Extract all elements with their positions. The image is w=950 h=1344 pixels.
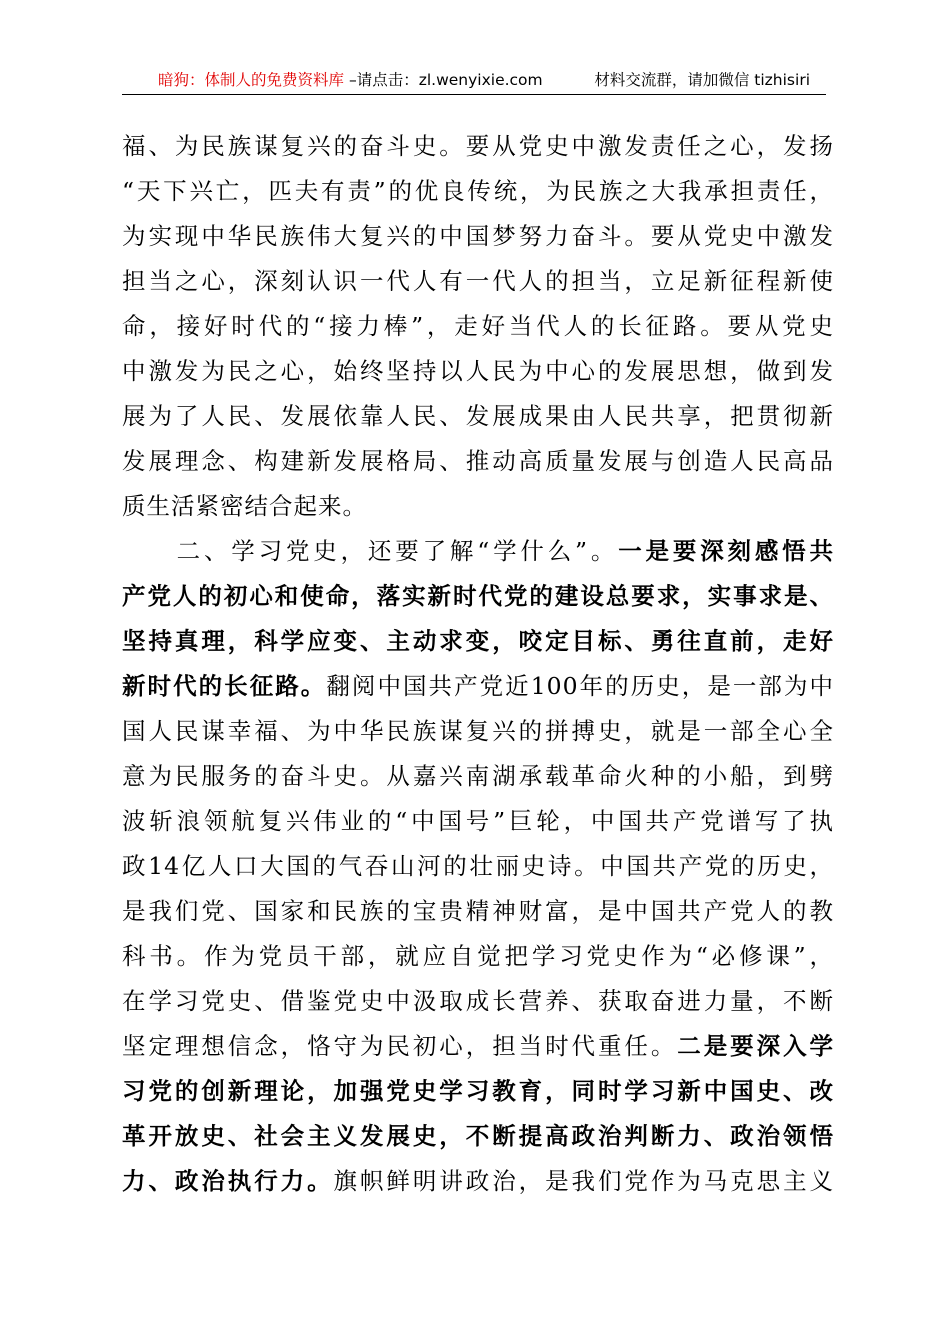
text-line — [122, 304, 834, 349]
text-line — [122, 574, 834, 619]
text-line — [122, 439, 834, 484]
text-line — [122, 889, 834, 934]
text-segment: 意为民服务的奋斗史。从嘉兴南湖承载革命火种的小船，到劈 — [122, 762, 834, 790]
text-segment: 波斩浪领航复兴伟业的“中国号”巨轮，中国共产党谱写了执 — [122, 807, 834, 835]
text-segment: 质生活紧密结合起来。 — [122, 492, 367, 520]
text-line — [122, 1159, 834, 1204]
text-line — [122, 259, 834, 304]
header-red-text: 暗狗：体制人的免费资料库 — [158, 71, 345, 89]
text-line — [122, 619, 834, 664]
bold-text-segment: 新时代的长征路。 — [122, 672, 327, 700]
text-segment: 是我们党、国家和民族的宝贵精神财富，是中国共产党人的教 — [122, 897, 834, 925]
header-wechat-note: 材料交流群，请加微信 tizhisiri — [594, 71, 810, 89]
text-line — [122, 394, 834, 439]
text-segment: 科书。作为党员干部，就应自觉把学习党史作为“必修课”， — [122, 942, 834, 970]
text-line — [122, 799, 834, 844]
text-line — [122, 979, 834, 1024]
text-line — [122, 754, 834, 799]
text-segment: 国人民谋幸福、为中华民族谋复兴的拼搏史，就是一部全心全 — [122, 717, 834, 745]
text-line — [122, 1069, 834, 1114]
text-segment: “天下兴亡，匹夫有责”的优良传统，为民族之大我承担责任， — [122, 177, 834, 205]
text-segment: 福、为民族谋复兴的奋斗史。要从党史中激发责任之心，发扬 — [122, 132, 834, 160]
text-line — [122, 664, 834, 709]
text-segment: 二、学习党史，还要了解“学什么”。 — [122, 537, 619, 565]
bold-text-segment: 二是要深入学 — [677, 1032, 835, 1060]
text-line — [122, 169, 834, 214]
text-line — [122, 1114, 834, 1159]
text-segment: 担当之心，深刻认识一代人有一代人的担当，立足新征程新使 — [122, 267, 834, 295]
bold-text-segment: 习党的创新理论，加强党史学习教育，同时学习新中国史、改 — [122, 1077, 834, 1105]
text-segment: 命，接好时代的“接力棒”，走好当代人的长征路。要从党史 — [122, 312, 834, 340]
text-segment: 为实现中华民族伟大复兴的中国梦努力奋斗。要从党史中激发 — [122, 222, 834, 250]
text-line — [122, 349, 834, 394]
text-line — [122, 214, 834, 259]
document-body — [122, 124, 834, 1204]
page-header — [122, 66, 826, 95]
text-line — [122, 529, 834, 574]
bold-text-segment: 坚持真理，科学应变、主动求变，咬定目标、勇往直前，走好 — [122, 627, 834, 655]
header-link[interactable]: zl.wenyixie.com — [418, 71, 543, 89]
bold-text-segment: 一是要深刻感悟共 — [618, 537, 834, 565]
header-link-prefix: –请点击： — [344, 71, 419, 89]
header-banner — [158, 66, 543, 94]
text-segment: 坚定理想信念，恪守为民初心，担当时代重任。 — [122, 1032, 678, 1060]
text-line — [122, 934, 834, 979]
text-segment: 政14亿人口大国的气吞山河的壮丽史诗。中国共产党的历史， — [122, 852, 834, 880]
text-segment: 在学习党史、借鉴党史中汲取成长营养、获取奋进力量，不断 — [122, 987, 834, 1015]
text-segment: 展为了人民、发展依靠人民、发展成果由人民共享，把贯彻新 — [122, 402, 834, 430]
bold-text-segment: 力、政治执行力。 — [122, 1167, 334, 1195]
text-line — [122, 844, 834, 889]
text-line — [122, 1024, 834, 1069]
bold-text-segment: 革开放史、社会主义发展史，不断提高政治判断力、政治领悟 — [122, 1122, 834, 1150]
text-segment: 发展理念、构建新发展格局、推动高质量发展与创造人民高品 — [122, 447, 834, 475]
text-line — [122, 484, 834, 529]
text-segment: 旗帜鲜明讲政治，是我们党作为马克思主义 — [333, 1167, 835, 1195]
text-line — [122, 709, 834, 754]
text-segment: 翻阅中国共产党近100年的历史，是一部为中 — [326, 672, 835, 700]
text-segment: 中激发为民之心，始终坚持以人民为中心的发展思想，做到发 — [122, 357, 834, 385]
text-line — [122, 124, 834, 169]
bold-text-segment: 产党人的初心和使命，落实新时代党的建设总要求，实事求是、 — [122, 582, 834, 610]
